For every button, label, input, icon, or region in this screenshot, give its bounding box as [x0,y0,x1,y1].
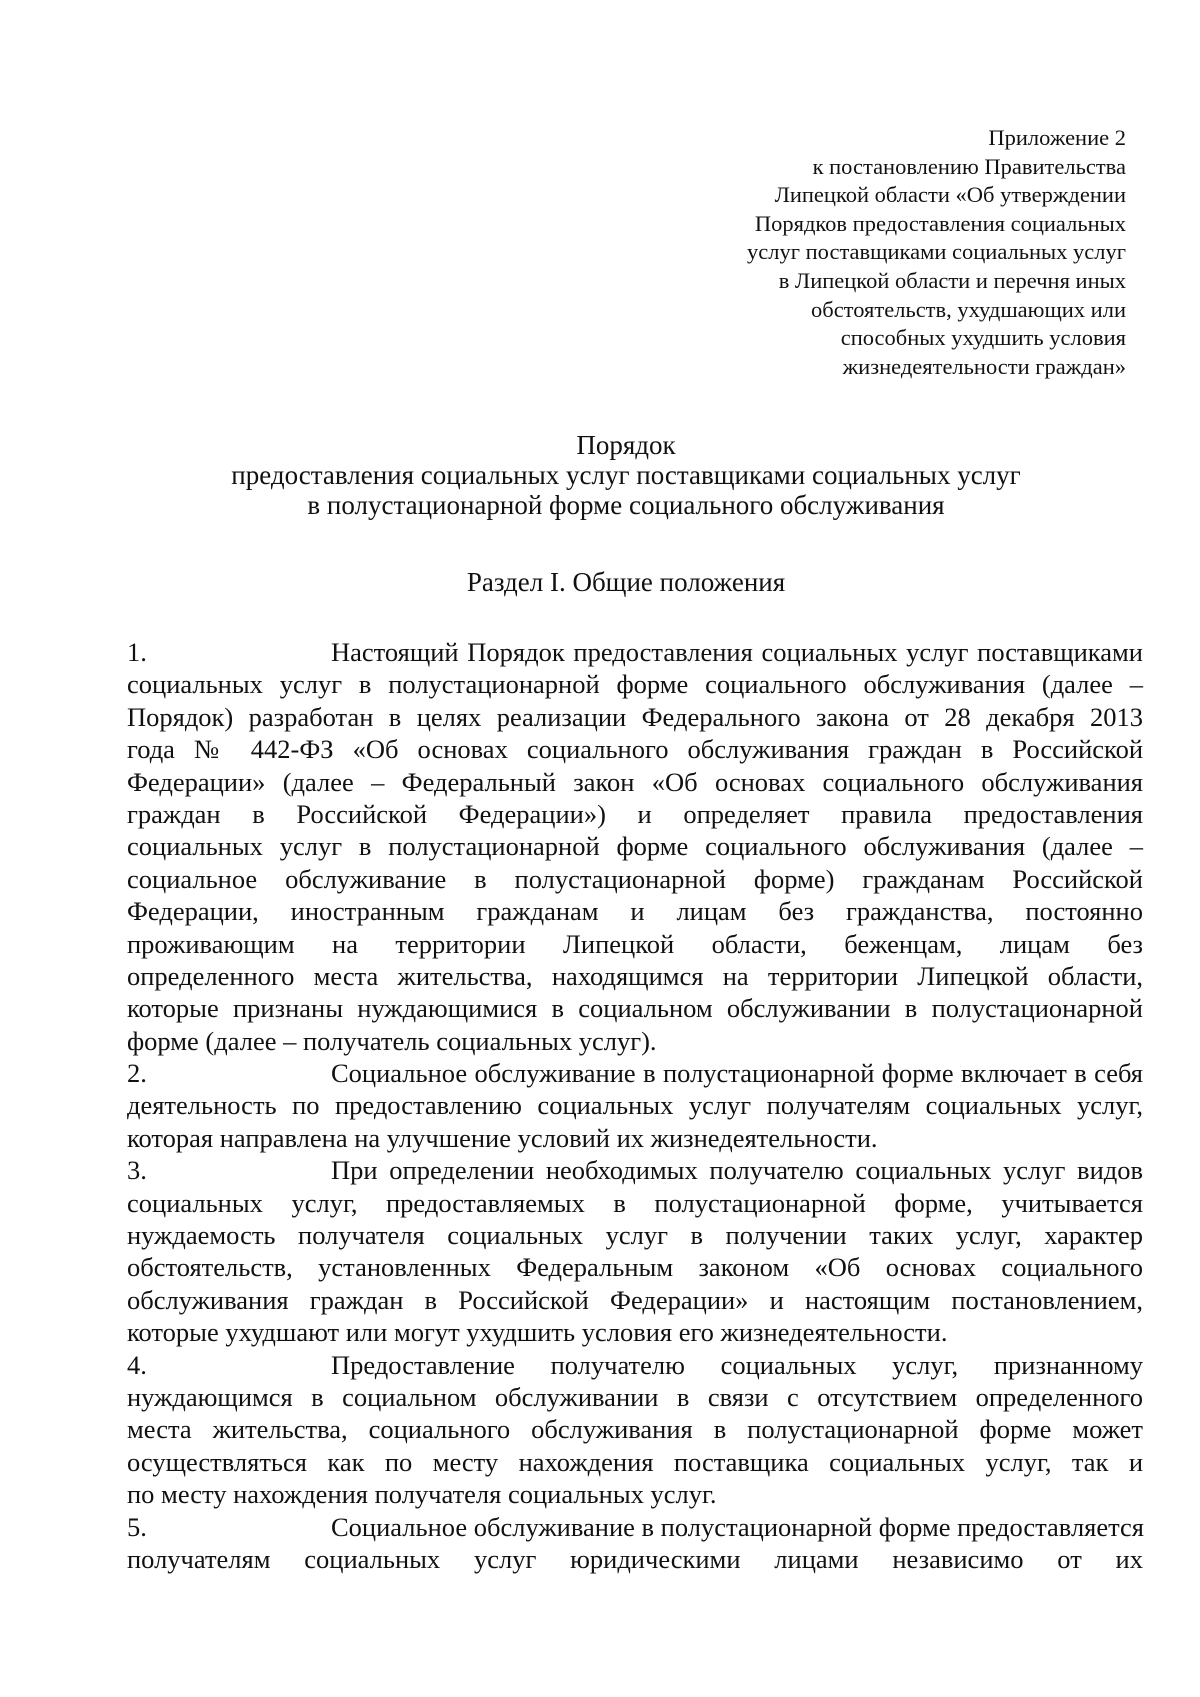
paragraph-number: 5. [127,1511,147,1542]
appendix-line: Приложение 2 [988,125,1126,150]
paragraph-line: Федерации, иностранным гражданам и лицам без гражданства, постоянно [127,896,1143,927]
paragraph-line: которые признаны нуждающимися в социальном обслуживании в полустационарной [127,993,1143,1024]
appendix-line: к постановлению Правительства [812,153,1126,179]
appendix-line: Порядков предоставления социальных [754,210,1126,236]
document-body [127,636,1143,1575]
paragraph-first-text: Предоставление получателю социальных услуг, признанному [331,1349,1143,1380]
paragraph-3 [127,1154,1143,1348]
paragraph-line: обстоятельств, установленных Федеральным законом «Об основах социального [127,1252,1143,1283]
paragraph-number: 4. [127,1349,147,1380]
paragraph-line: социальное обслуживание в полустационарной форме) гражданам Российской [127,863,1143,894]
paragraph-line: нуждаемость получателя социальных услуг в получении таких услуг, характер [127,1220,1143,1251]
appendix-note [686,124,1126,381]
appendix-line: Липецкой области «Об утверждении [774,182,1126,208]
paragraph-line: граждан в Российской Федерации») и определяет правила предоставления [127,798,1143,829]
appendix-line: в Липецкой области и перечня иных [778,267,1126,293]
paragraph-line: которая направлена на улучшение условий их жизнедеятельности. [127,1122,878,1153]
paragraph-first-text: Настоящий Порядок предоставления социальных услуг поставщиками [331,637,1143,667]
paragraph-line: осуществляться как по месту нахождения поставщика социальных услуг, так и [127,1446,1143,1477]
paragraph-line: которые ухудшают или могут ухудшить условия его жизнедеятельности. [127,1317,948,1348]
paragraph-line: получателям социальных услуг юридическими лицами независимо от их [127,1543,1143,1574]
paragraph-first-text: Социальное обслуживание в полустационарной форме предоставляется [331,1511,1144,1542]
paragraph-number: 3. [127,1155,147,1186]
paragraph-2 [127,1057,1143,1154]
appendix-line: услуг поставщиками социальных услуг [747,239,1126,265]
paragraph-line: Порядок) разработан в целях реализации Федерального закона от 28 декабря 2013 [127,701,1143,732]
paragraph-4 [127,1349,1143,1511]
title-line: в полустационарной форме социального обслуживания [307,490,945,520]
title-line: Порядок [576,430,676,460]
appendix-line: жизнедеятельности граждан» [842,353,1126,379]
paragraph-first-line [127,636,1143,668]
paragraph-first-text: Социальное обслуживание в полустационарной форме включает в себя [331,1058,1143,1089]
paragraph-first-line [127,1511,1143,1543]
paragraph-first-line [127,1349,1143,1381]
paragraph-line: социальных услуг в полустационарной форме социального обслуживания (далее – [127,831,1143,862]
paragraph-number: 1. [127,637,147,667]
paragraph-number: 2. [127,1058,147,1089]
paragraph-line: проживающим на территории Липецкой области, беженцам, лицам без [127,928,1143,959]
paragraph-first-line [127,1154,1143,1186]
section-heading: Раздел I. Общие положения [466,567,786,597]
paragraph-line: определенного места жительства, находящимся на территории Липецкой области, [127,960,1143,991]
paragraph-line: форме (далее – получатель социальных услуг). [127,1025,657,1056]
paragraph-line: обслуживания граждан в Российской Федерации» и настоящим постановлением, [127,1284,1143,1315]
paragraph-line: Федерации» (далее – Федеральный закон «Об основах социального обслуживания [127,766,1143,797]
paragraph-line: места жительства, социального обслуживания в полустационарной форме может [127,1414,1143,1445]
paragraph-5 [127,1511,1143,1576]
paragraph-first-line [127,1057,1143,1089]
paragraph-first-text: При определении необходимых получателю социальных услуг видов [331,1155,1143,1186]
appendix-line: обстоятельств, ухудшающих или [811,296,1126,322]
paragraph-line: нуждающимся в социальном обслуживании в связи с отсутствием определенного [127,1381,1143,1412]
paragraph-line: деятельность по предоставлению социальных услуг получателям социальных услуг, [127,1090,1143,1121]
title-line: предоставления социальных услуг поставщиками социальных услуг [231,460,1021,490]
paragraph-line: социальных услуг, предоставляемых в полустационарной форме, учитывается [127,1187,1143,1218]
document-title [126,430,1126,520]
paragraph-line: года № 442-ФЗ «Об основах социального обслуживания граждан в Российской [127,734,1143,765]
appendix-line: способных ухудшить условия [840,325,1126,351]
paragraph-line: социальных услуг в полустационарной форме социального обслуживания (далее – [127,669,1143,700]
paragraph-1 [127,636,1143,1057]
paragraph-line: по месту нахождения получателя социальных услуг. [127,1479,717,1510]
